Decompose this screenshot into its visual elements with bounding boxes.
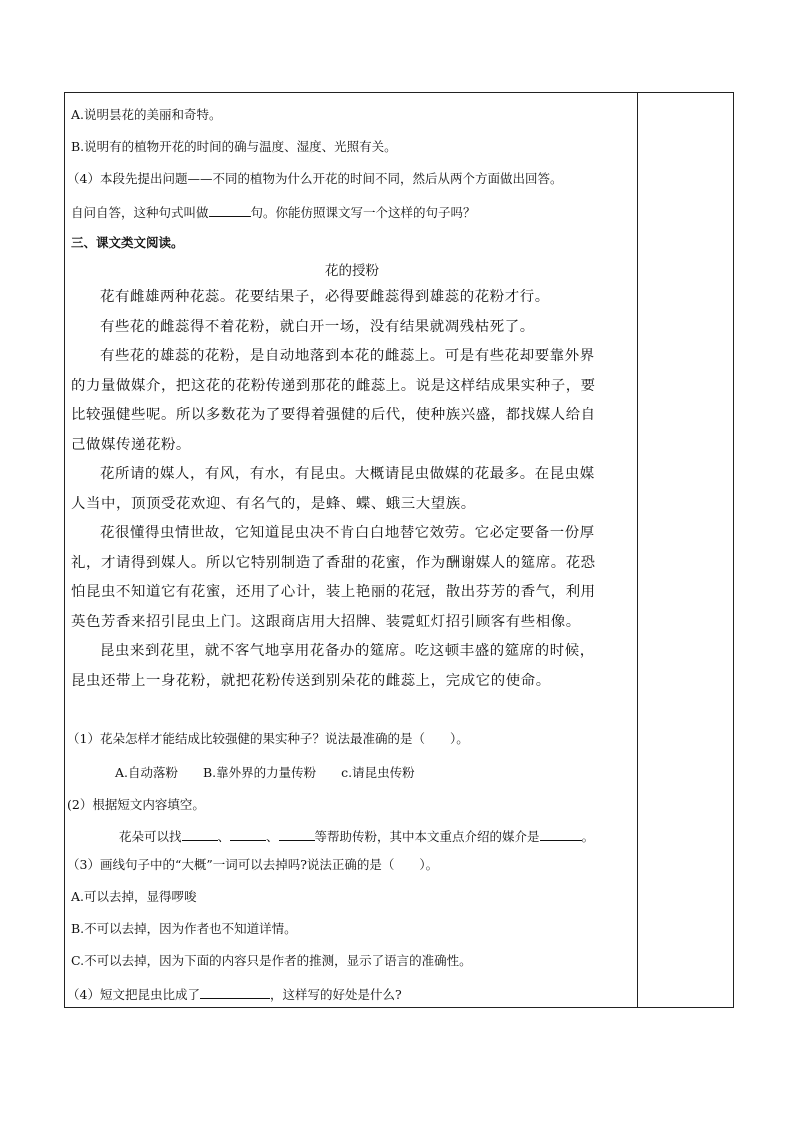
fill-blank[interactable] bbox=[540, 827, 582, 841]
fill-blank[interactable] bbox=[200, 985, 270, 999]
passage-title: 花的授粉 bbox=[325, 263, 379, 279]
fill-blank[interactable] bbox=[230, 827, 266, 841]
passage-body bbox=[71, 283, 633, 696]
paragraph-6: 昆虫来到花里，就不客气地享用花备办的筵席。吃这顿丰盛的筵席的时候， 昆虫还带上一身花粉，就把花粉传送到别朵花的雌蕊上，完成它的使命。 bbox=[71, 643, 595, 689]
question-3-option-a: A.可以去掉，显得啰唆 bbox=[71, 889, 197, 904]
question-3-option-b: B.不可以去掉，因为作者也不知道详情。 bbox=[71, 921, 297, 936]
question-4-line1: （4）本段先提出问题——不同的植物为什么开花的时间不同，然后从两个方面做出回答。 bbox=[67, 171, 563, 186]
paragraph-3: 有些花的雄蕊的花粉，是自动地落到本花的雌蕊上。可是有些花却要靠外界 的力量做媒介，把这花的花粉传递到那花的雌蕊上。说是这样结成果实种子，要 比较强健些呢。所以多数花为了要得着强健的后代，使种族兴盛，都找媒人给自 己做媒传递花粉。 bbox=[71, 348, 596, 453]
question-4-line2: 自问自答，这种句式叫做 句。你能仿照课文写一个这样的句子吗？ bbox=[71, 205, 476, 220]
question-1-options: A.自动落粉 B.靠外界的力量传粉 c.请昆虫传粉 bbox=[115, 765, 415, 780]
paragraph-1: 花有雌雄两种花蕊。花要结果子，必得要雌蕊得到雄蕊的花粉才行。 bbox=[100, 289, 550, 305]
question-3: （3）画线句子中的“大概”一词可以去掉吗?说法正确的是（ ）。 bbox=[67, 857, 439, 872]
question-3-option-c: C.不可以去掉，因为下面的内容只是作者的推测，显示了语言的准确性。 bbox=[71, 953, 472, 968]
question-2-fill: 花朵可以找 、 、 等帮助传粉，其中本文重点介绍的媒介是 。 bbox=[119, 829, 595, 844]
option-b-text: B.说明有的植物开花的时间的确与温度、湿度、光照有关。 bbox=[71, 139, 397, 154]
question-1: （1）花朵怎样才能结成比较强健的果实种子？说法最准确的是（ ）。 bbox=[67, 731, 469, 746]
worksheet-table bbox=[64, 92, 734, 1008]
section-heading: 三、课文类文阅读。 bbox=[71, 235, 184, 250]
question-4-metaphor: （4）短文把昆虫比成了 ，这样写的好处是什么? bbox=[67, 987, 402, 1002]
fill-blank[interactable] bbox=[209, 203, 251, 217]
column-divider bbox=[637, 93, 638, 1007]
fill-blank[interactable] bbox=[279, 827, 315, 841]
fill-blank[interactable] bbox=[182, 827, 218, 841]
paragraph-5: 花很懂得虫情世故，它知道昆虫决不肯白白地替它效劳。它必定要备一份厚 礼，才请得到媒人。所以它特别制造了香甜的花蜜，作为酬谢媒人的筵席。花恐 怕昆虫不知道它有花蜜，还用了心计，装上艳丽的花冠，散出芬芳的香气，利用 英色芳香来招引昆虫上门。这跟商店用大招牌、装霓虹灯招引顾客有些相像。 bbox=[71, 525, 596, 630]
question-2: (2）根据短文内容填空。 bbox=[67, 797, 205, 812]
paragraph-2: 有些花的雌蕊得不着花粉，就白开一场，没有结果就凋残枯死了。 bbox=[100, 318, 535, 335]
paragraph-4: 花所请的媒人，有风，有水，有昆虫。大概请昆虫做媒的花最多。在昆虫媒 人当中，顶顶受花欢迎、有名气的，是蜂、蝶、蛾三大望族。 bbox=[71, 466, 595, 512]
option-a-text: A.说明昙花的美丽和奇特。 bbox=[71, 107, 222, 122]
